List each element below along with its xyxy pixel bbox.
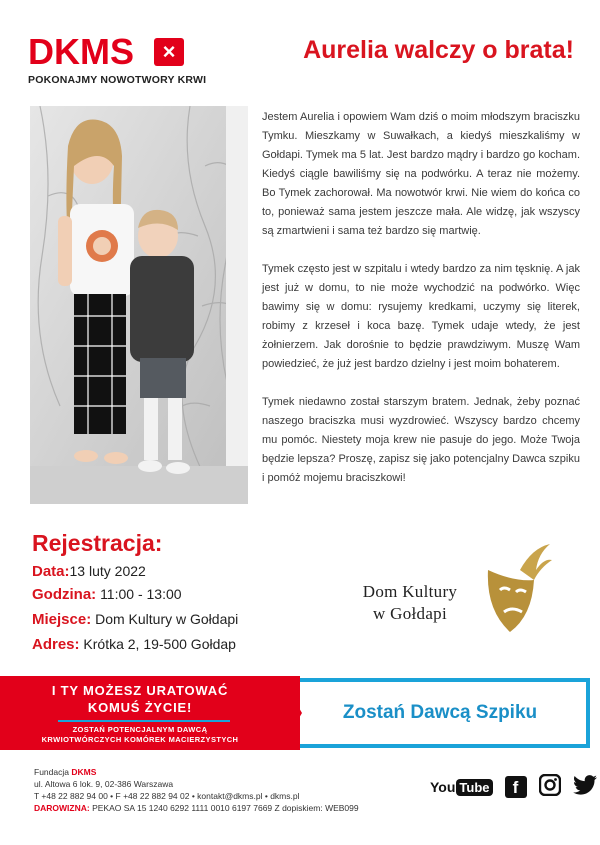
youtube-tube-text: Tube — [456, 779, 492, 796]
registration-label: Miejsce: — [32, 611, 92, 628]
registration-title: Rejestracja: — [32, 530, 163, 556]
gold-theatre-mask-icon — [480, 540, 552, 640]
dkms-logo — [28, 31, 218, 86]
footer-org-prefix: Fundacja — [34, 767, 69, 777]
footer-org — [34, 767, 96, 777]
logo-wordmark: DKMS — [28, 31, 134, 72]
story-paragraph: Jestem Aurelia i opowiem Wam dziś o moim młodszym braciszku Tymku. Mieszkamy w Suwałkach, a kiedyś mieszkaliśmy w Gołdapi. Tymek ma 5 lat. Jest bardzo mądry i bardzo go kocham. Kiedyś ciągle bawiliśmy się na podwórku. A teraz nie możemy. Bo Tymek zachorował. Ma nowotwór krwi. Nie wiem do końca co to, ponieważ sama jestem jeszcze mała. Ale widzę, jak wszyscy są zmartwieni i sama też bardzo się martwię. — [262, 111, 580, 237]
slogan-line2: KOMUŚ ŻYCIE! — [87, 700, 193, 715]
registration-label: Adres: — [32, 636, 80, 653]
facebook-icon[interactable]: f — [505, 776, 527, 798]
slogan-small-line2: KRWIOTWÓRCZYCH KOMÓREK MACIERZYSTYCH — [41, 735, 239, 744]
slogan-divider — [58, 720, 230, 722]
footer-org-name: DKMS — [71, 767, 97, 777]
slogan-line1: I TY MOŻESZ URATOWAĆ — [51, 683, 229, 698]
footer-donations — [34, 803, 359, 813]
footer-donations-label: DAROWIZNA: — [34, 803, 90, 813]
youtube-you-text: You — [430, 779, 456, 795]
youtube-icon[interactable] — [430, 779, 493, 796]
dom-kultury-line2: w Gołdapi — [373, 604, 447, 623]
story-text — [262, 108, 580, 507]
registration-time — [32, 586, 182, 603]
registration-date — [32, 563, 146, 580]
registration-address — [32, 636, 236, 653]
registration-value: 11:00 - 13:00 — [100, 586, 182, 602]
story-paragraph: Tymek często jest w szpitalu i wtedy bardzo za nim tęsknię. A jak jest już w domu, to nie może wychodzić na podwórko. Więc bawimy się w domu: rysujemy kredkami, uczymy się literek, robimy z krzeseł i koca bazę. Tymek udaje wtedy, że jest żołnierzem. Jak dorośnie to będzie prawdziwym. Muszę Wam powiedzieć, że już jest bardzo dzielny i jest moim bohaterem. — [262, 263, 580, 370]
children-photo — [30, 106, 248, 504]
registration-value: Krótka 2, 19-500 Gołdap — [83, 636, 236, 652]
photo-of-two-children-icon — [30, 106, 248, 504]
registration-label: Data: — [32, 563, 70, 580]
logo-x-icon: × — [154, 38, 184, 66]
become-donor-cta[interactable]: Zostań Dawcą Szpiku — [342, 702, 538, 723]
slogan-banner-arrow — [280, 676, 302, 750]
page-title: Aurelia walczy o brata! — [303, 36, 574, 64]
dom-kultury-line1: Dom Kultury — [362, 582, 458, 601]
logo-tagline: POKONAJMY NOWOTWORY KRWI — [28, 74, 207, 86]
registration-value: 13 luty 2022 — [69, 563, 146, 579]
story-paragraph: Tymek niedawno został starszym bratem. Jednak, żeby poznać naszego braciszka musi wyzdrowieć. Wszyscy bardzo chcemy mu pomóc. Niestety moja krew nie pasuje do jego. Może Twoja będzie lepsza? Proszę, zapisz się jako potencjalny Dawca szpiku i pomóż mojemu braciszkowi! — [262, 396, 580, 484]
slogan-small-line1: ZOSTAŃ POTENCJALNYM DAWCĄ — [72, 725, 208, 734]
registration-value: Dom Kultury w Gołdapi — [95, 611, 239, 627]
footer-address: ul. Altowa 6 lok. 9, 02-386 Warszawa — [34, 779, 174, 789]
footer-contact[interactable]: T +48 22 882 94 00 • F +48 22 882 94 02 • kontakt@dkms.pl • dkms.pl — [34, 791, 300, 801]
registration-place — [32, 611, 238, 628]
twitter-icon[interactable] — [573, 775, 597, 800]
dom-kultury-logo — [345, 540, 555, 640]
footer-donations-value: PEKAO SA 15 1240 6292 1111 0010 6197 7669 Z dopiskiem: WEB099 — [92, 803, 359, 813]
instagram-icon[interactable] — [539, 774, 561, 801]
social-links — [430, 774, 597, 800]
registration-label: Godzina: — [32, 586, 97, 603]
